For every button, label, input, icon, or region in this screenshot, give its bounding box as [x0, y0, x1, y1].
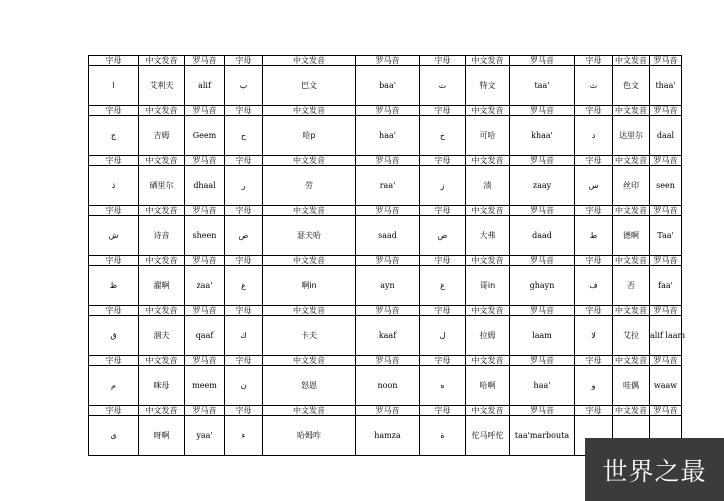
column-header: 字母: [420, 106, 466, 116]
chinese-pronunciation: 硒里尔: [139, 166, 185, 206]
column-header: 中文发音: [139, 406, 185, 416]
column-header: 字母: [575, 206, 613, 216]
romanization: thaa': [650, 66, 682, 106]
chinese-pronunciation: 哈啊: [466, 366, 510, 406]
column-header: 字母: [420, 256, 466, 266]
romanization: saad: [356, 216, 420, 256]
header-row: [89, 206, 682, 216]
letter-glyph: ر: [225, 166, 263, 206]
column-header: 字母: [225, 106, 263, 116]
column-header: 字母: [575, 406, 613, 416]
romanization: waaw: [650, 366, 682, 406]
column-header: 罗马音: [510, 106, 575, 116]
letter-row: [89, 66, 682, 106]
column-header: 字母: [89, 206, 139, 216]
romanization: qaaf: [185, 316, 225, 356]
romanization: taa': [510, 66, 575, 106]
chinese-pronunciation: 渍: [466, 166, 510, 206]
chinese-pronunciation: 卡夫: [263, 316, 356, 356]
chinese-pronunciation: 啊in: [263, 266, 356, 306]
column-header: 罗马音: [185, 256, 225, 266]
header-row: [89, 156, 682, 166]
letter-glyph: ة: [420, 416, 466, 456]
letter-glyph: ش: [89, 216, 139, 256]
romanization: faa': [650, 266, 682, 306]
column-header: 中文发音: [466, 356, 510, 366]
column-header: 罗马音: [356, 206, 420, 216]
column-header: 罗马音: [510, 56, 575, 66]
column-header: 字母: [225, 256, 263, 266]
column-header: 字母: [89, 256, 139, 266]
column-header: 罗马音: [510, 406, 575, 416]
column-header: 罗马音: [356, 106, 420, 116]
column-header: 罗马音: [356, 356, 420, 366]
letter-glyph: غ: [420, 266, 466, 306]
header-row: [89, 256, 682, 266]
romanization: kaaf: [356, 316, 420, 356]
column-header: 罗马音: [185, 356, 225, 366]
column-header: 字母: [89, 156, 139, 166]
column-header: 中文发音: [263, 56, 356, 66]
romanization: haa': [510, 366, 575, 406]
alphabet-table-body: [89, 56, 686, 456]
arabic-alphabet-sheet: [88, 55, 686, 480]
chinese-pronunciation: 特文: [466, 66, 510, 106]
chinese-pronunciation: 哥in: [466, 266, 510, 306]
romanization: haa': [356, 116, 420, 156]
column-header: 字母: [225, 206, 263, 216]
romanization: seen: [650, 166, 682, 206]
chinese-pronunciation: 德啊: [613, 216, 650, 256]
chinese-pronunciation: 艾利夫: [139, 66, 185, 106]
letter-glyph: ن: [225, 366, 263, 406]
column-header: 中文发音: [466, 306, 510, 316]
column-header: 中文发音: [263, 206, 356, 216]
column-header: 字母: [225, 56, 263, 66]
watermark-logo: 世界之最: [585, 438, 724, 501]
letter-glyph: ض: [420, 216, 466, 256]
column-header: 字母: [225, 156, 263, 166]
letter-row: [89, 366, 682, 406]
column-header: 字母: [575, 256, 613, 266]
chinese-pronunciation: 达里尔: [613, 116, 650, 156]
column-header: 字母: [420, 156, 466, 166]
column-header: 字母: [89, 56, 139, 66]
column-header: 中文发音: [139, 306, 185, 316]
romanization: yaa': [185, 416, 225, 456]
letter-row: [89, 216, 682, 256]
romanization: sheen: [185, 216, 225, 256]
column-header: 字母: [89, 356, 139, 366]
column-header: 罗马音: [510, 356, 575, 366]
chinese-pronunciation: 吉姆: [139, 116, 185, 156]
letter-glyph: ف: [575, 266, 613, 306]
romanization: zaa': [185, 266, 225, 306]
column-header: 字母: [89, 406, 139, 416]
column-header: 字母: [575, 56, 613, 66]
chinese-pronunciation: 涸夫: [139, 316, 185, 356]
letter-glyph: س: [575, 166, 613, 206]
column-header: 字母: [575, 306, 613, 316]
column-header: 中文发音: [613, 106, 650, 116]
column-header: 字母: [225, 406, 263, 416]
letter-glyph: ز: [420, 166, 466, 206]
letter-glyph: ع: [225, 266, 263, 306]
column-header: 罗马音: [650, 356, 682, 366]
column-header: 罗马音: [650, 206, 682, 216]
header-row: [89, 356, 682, 366]
column-header: 罗马音: [185, 206, 225, 216]
romanization: alif laam: [650, 316, 682, 356]
column-header: 罗马音: [185, 406, 225, 416]
chinese-pronunciation: 哈姆咋: [263, 416, 356, 456]
letter-glyph: م: [89, 366, 139, 406]
letter-row: [89, 316, 682, 356]
chinese-pronunciation: 哈p: [263, 116, 356, 156]
column-header: 中文发音: [466, 106, 510, 116]
chinese-pronunciation: 巴文: [263, 66, 356, 106]
letter-glyph: ا: [89, 66, 139, 106]
letter-glyph: ه: [420, 366, 466, 406]
column-header: 字母: [575, 156, 613, 166]
chinese-pronunciation: 诗音: [139, 216, 185, 256]
romanization: alif: [185, 66, 225, 106]
column-header: 罗马音: [650, 106, 682, 116]
column-header: 罗马音: [185, 56, 225, 66]
chinese-pronunciation: 否: [613, 266, 650, 306]
column-header: 罗马音: [510, 256, 575, 266]
letter-glyph: ب: [225, 66, 263, 106]
letter-glyph: ج: [89, 116, 139, 156]
column-header: 中文发音: [466, 406, 510, 416]
column-header: 罗马音: [356, 56, 420, 66]
column-header: 罗马音: [510, 156, 575, 166]
letter-glyph: ء: [225, 416, 263, 456]
romanization: daal: [650, 116, 682, 156]
chinese-pronunciation: 哇偶: [613, 366, 650, 406]
column-header: 中文发音: [613, 56, 650, 66]
chinese-pronunciation: 瑟夫哈: [263, 216, 356, 256]
letter-glyph: خ: [420, 116, 466, 156]
romanization: hamza: [356, 416, 420, 456]
column-header: 字母: [420, 356, 466, 366]
chinese-pronunciation: 艾拉: [613, 316, 650, 356]
column-header: 中文发音: [139, 156, 185, 166]
header-row: [89, 56, 682, 66]
chinese-pronunciation: 怒恩: [263, 366, 356, 406]
chinese-pronunciation: 色文: [613, 66, 650, 106]
column-header: 中文发音: [466, 256, 510, 266]
romanization: meem: [185, 366, 225, 406]
letter-glyph: و: [575, 366, 613, 406]
column-header: 中文发音: [466, 156, 510, 166]
column-header: 罗马音: [356, 406, 420, 416]
column-header: 中文发音: [613, 356, 650, 366]
chinese-pronunciation: 咪母: [139, 366, 185, 406]
romanization: daad: [510, 216, 575, 256]
letter-glyph: ذ: [89, 166, 139, 206]
column-header: 字母: [225, 306, 263, 316]
chinese-pronunciation: 濯啊: [139, 266, 185, 306]
letter-row: [89, 116, 682, 156]
romanization: dhaal: [185, 166, 225, 206]
romanization: Taa': [650, 216, 682, 256]
chinese-pronunciation: 佗马呼佗: [466, 416, 510, 456]
letter-glyph: ظ: [89, 266, 139, 306]
column-header: 罗马音: [356, 156, 420, 166]
column-header: 中文发音: [466, 56, 510, 66]
chinese-pronunciation: 劳: [263, 166, 356, 206]
column-header: 中文发音: [613, 156, 650, 166]
header-row: [89, 406, 682, 416]
column-header: 中文发音: [263, 406, 356, 416]
column-header: 中文发音: [139, 256, 185, 266]
column-header: 字母: [89, 306, 139, 316]
header-row: [89, 306, 682, 316]
column-header: 字母: [420, 406, 466, 416]
column-header: 字母: [225, 356, 263, 366]
column-header: 中文发音: [263, 356, 356, 366]
column-header: 中文发音: [263, 306, 356, 316]
column-header: 中文发音: [139, 56, 185, 66]
column-header: 字母: [575, 356, 613, 366]
column-header: 中文发音: [613, 406, 650, 416]
column-header: 中文发音: [263, 156, 356, 166]
chinese-pronunciation: 拉姆: [466, 316, 510, 356]
column-header: 罗马音: [650, 306, 682, 316]
column-header: 中文发音: [139, 356, 185, 366]
letter-glyph: د: [575, 116, 613, 156]
column-header: 字母: [420, 56, 466, 66]
chinese-pronunciation: 可哈: [466, 116, 510, 156]
column-header: 中文发音: [466, 206, 510, 216]
column-header: 中文发音: [263, 106, 356, 116]
letter-glyph: ص: [225, 216, 263, 256]
letter-glyph: ث: [575, 66, 613, 106]
column-header: 字母: [89, 106, 139, 116]
letter-glyph: ح: [225, 116, 263, 156]
letter-glyph: ط: [575, 216, 613, 256]
column-header: 罗马音: [185, 156, 225, 166]
letter-glyph: لا: [575, 316, 613, 356]
column-header: 罗马音: [185, 306, 225, 316]
letter-row: [89, 266, 682, 306]
letter-glyph: ق: [89, 316, 139, 356]
letter-glyph: ى: [89, 416, 139, 456]
column-header: 中文发音: [139, 206, 185, 216]
column-header: 中文发音: [139, 106, 185, 116]
romanization: khaa': [510, 116, 575, 156]
column-header: 中文发音: [613, 256, 650, 266]
column-header: 罗马音: [356, 306, 420, 316]
column-header: 罗马音: [510, 206, 575, 216]
romanization: laam: [510, 316, 575, 356]
romanization: zaay: [510, 166, 575, 206]
letter-glyph: ل: [420, 316, 466, 356]
letter-row: [89, 166, 682, 206]
column-header: 中文发音: [263, 256, 356, 266]
column-header: 字母: [575, 106, 613, 116]
romanization: baa': [356, 66, 420, 106]
column-header: 罗马音: [650, 56, 682, 66]
romanization: Geem: [185, 116, 225, 156]
chinese-pronunciation: 丝印: [613, 166, 650, 206]
column-header: 罗马音: [650, 256, 682, 266]
romanization: raa': [356, 166, 420, 206]
romanization: ayn: [356, 266, 420, 306]
romanization: ghayn: [510, 266, 575, 306]
alphabet-table: [88, 55, 686, 456]
column-header: 罗马音: [650, 156, 682, 166]
chinese-pronunciation: 呀啊: [139, 416, 185, 456]
chinese-pronunciation: 大弗: [466, 216, 510, 256]
column-header: 罗马音: [185, 106, 225, 116]
column-header: 中文发音: [613, 206, 650, 216]
column-header: 罗马音: [356, 256, 420, 266]
letter-glyph: ك: [225, 316, 263, 356]
romanization: taa'marbouta: [510, 416, 575, 456]
column-header: 罗马音: [650, 406, 682, 416]
header-row: [89, 106, 682, 116]
column-header: 中文发音: [613, 306, 650, 316]
column-header: 罗马音: [510, 306, 575, 316]
romanization: noon: [356, 366, 420, 406]
column-header: 字母: [420, 206, 466, 216]
letter-glyph: ت: [420, 66, 466, 106]
column-header: 字母: [420, 306, 466, 316]
